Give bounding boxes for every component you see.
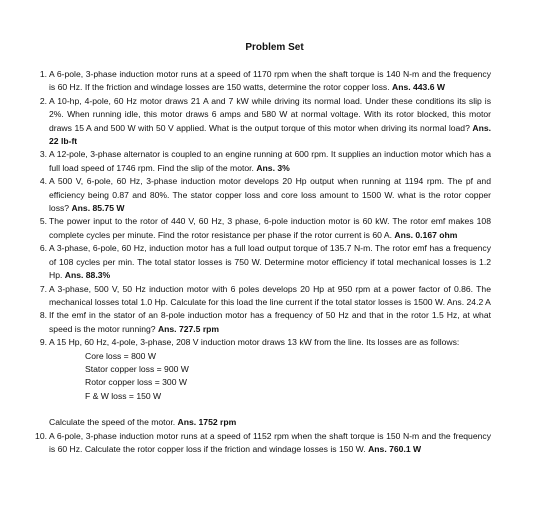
loss-list bbox=[49, 350, 491, 404]
problem-item bbox=[39, 215, 491, 242]
problem-text-continued: Calculate the speed of the motor. bbox=[49, 417, 176, 428]
problem-item bbox=[39, 336, 491, 429]
spacer bbox=[49, 403, 491, 416]
loss-item: Core loss = 800 W bbox=[85, 350, 156, 361]
loss-item: Rotor copper loss = 300 W bbox=[85, 377, 187, 388]
problem-text: A 500 V, 6-pole, 60 Hz, 3-phase induction motor develops 20 Hp output when running at 1194 rpm. The pf and efficiency being 0.87 and 80%. The stator copper loss and core loss amount to 1500 W. what is the rotor copper loss? bbox=[49, 176, 491, 214]
problem-text: The power input to the rotor of 440 V, 60 Hz, 3 phase, 6-pole induction motor is 60 kW. The rotor emf makes 108 complete cycles per minute. Find the rotor resistance per phase if the rotor current is 60 A. bbox=[49, 216, 491, 240]
problem-item bbox=[39, 95, 492, 149]
problem-text: A 6-pole, 3-phase induction motor runs at a speed of 1152 rpm when the shaft torque is 150 N-m and the frequency is 60 Hz. Calculate the rotor copper loss if the friction and windage losses is 150 W. bbox=[49, 430, 491, 454]
problem-number: 6. bbox=[39, 243, 47, 254]
problem-item bbox=[39, 148, 491, 175]
problem-number: 10. bbox=[35, 430, 47, 441]
problem-text: A 12-pole, 3-phase alternator is coupled to an engine running at 600 rpm. It supplies an induction motor which has a full load speed of 1746 rpm. Find the slip of the motor. bbox=[49, 149, 491, 173]
problem-text: A 3-phase, 6-pole, 60 Hz, induction motor has a full load output torque of 135.7 N-m. The rotor emf has a frequency of 108 cycles per min. The total stator losses is 750 W. Determine motor efficiency if total mechanical losses is 1.2 Hp. bbox=[49, 243, 491, 281]
problem-list bbox=[35, 68, 492, 456]
problem-item bbox=[35, 430, 491, 457]
problem-number: 5. bbox=[39, 216, 47, 227]
problem-item bbox=[39, 68, 491, 95]
problem-answer: Ans. 3% bbox=[256, 162, 290, 173]
loss-item: F & W loss = 150 W bbox=[85, 390, 162, 401]
problem-number: 7. bbox=[39, 283, 47, 294]
problem-item bbox=[39, 242, 491, 282]
problem-number: 2. bbox=[39, 95, 47, 106]
problem-answer: Ans. 22 lb-ft bbox=[49, 122, 492, 147]
problem-answer: Ans. 443.6 W bbox=[391, 82, 445, 93]
problem-answer: Ans. 727.5 rpm bbox=[157, 323, 220, 334]
problem-answer: Ans. 0.167 ohm bbox=[394, 229, 458, 240]
problem-text: A 15 Hp, 60 Hz, 4-pole, 3-phase, 208 V induction motor draws 13 kW from the line. Its losses are as follows: bbox=[49, 337, 460, 348]
problem-item bbox=[39, 309, 491, 336]
problem-item bbox=[39, 175, 491, 215]
problem-text: If the emf in the stator of an 8-pole induction motor has a frequency of 50 Hz and that in the rotor 1.5 Hz, at what speed is the motor running? bbox=[49, 310, 491, 334]
problem-answer: Ans. 85.75 W bbox=[71, 203, 125, 214]
problem-answer: Ans. 1752 rpm bbox=[177, 417, 237, 428]
page-title: Problem Set bbox=[245, 42, 304, 53]
problem-number: 9. bbox=[39, 337, 47, 348]
problem-text: A 10-hp, 4-pole, 60 Hz motor draws 21 A and 7 kW while driving its normal load. Under these conditions its slip is 2%. When running idle, this motor draws 6 amps and 580 W at normal voltage. With its rotor blocked, this motor draws 15 A and 500 W with 50 V applied. What is the output torque of this motor when driving its normal load? bbox=[49, 95, 491, 133]
problem-number: 3. bbox=[39, 149, 47, 160]
problem-number: 4. bbox=[39, 176, 47, 187]
problem-item bbox=[39, 283, 491, 310]
problem-text: A 6-pole, 3-phase induction motor runs at a speed of 1170 rpm when the shaft torque is 140 N-m and the frequency is 60 Hz. If the friction and windage losses are 150 watts, determine the rotor copper loss. bbox=[49, 69, 491, 93]
problem-answer: Ans. 88.3% bbox=[64, 270, 111, 281]
problem-number: 1. bbox=[39, 69, 47, 79]
problem-text: A 3-phase, 500 V, 50 Hz induction motor with 6 poles develops 20 Hp at 950 rpm at a power factor of 0.86. The mechanical losses total 1.0 Hp. Calculate for this load the line current if the total stator losses is 1500 W. bbox=[49, 283, 491, 307]
loss-item: Stator copper loss = 900 W bbox=[85, 363, 189, 374]
problem-answer: Ans. 760.1 W bbox=[368, 443, 422, 454]
problem-answer: Ans. 24.2 A bbox=[446, 296, 491, 307]
problem-number: 8. bbox=[39, 310, 47, 321]
